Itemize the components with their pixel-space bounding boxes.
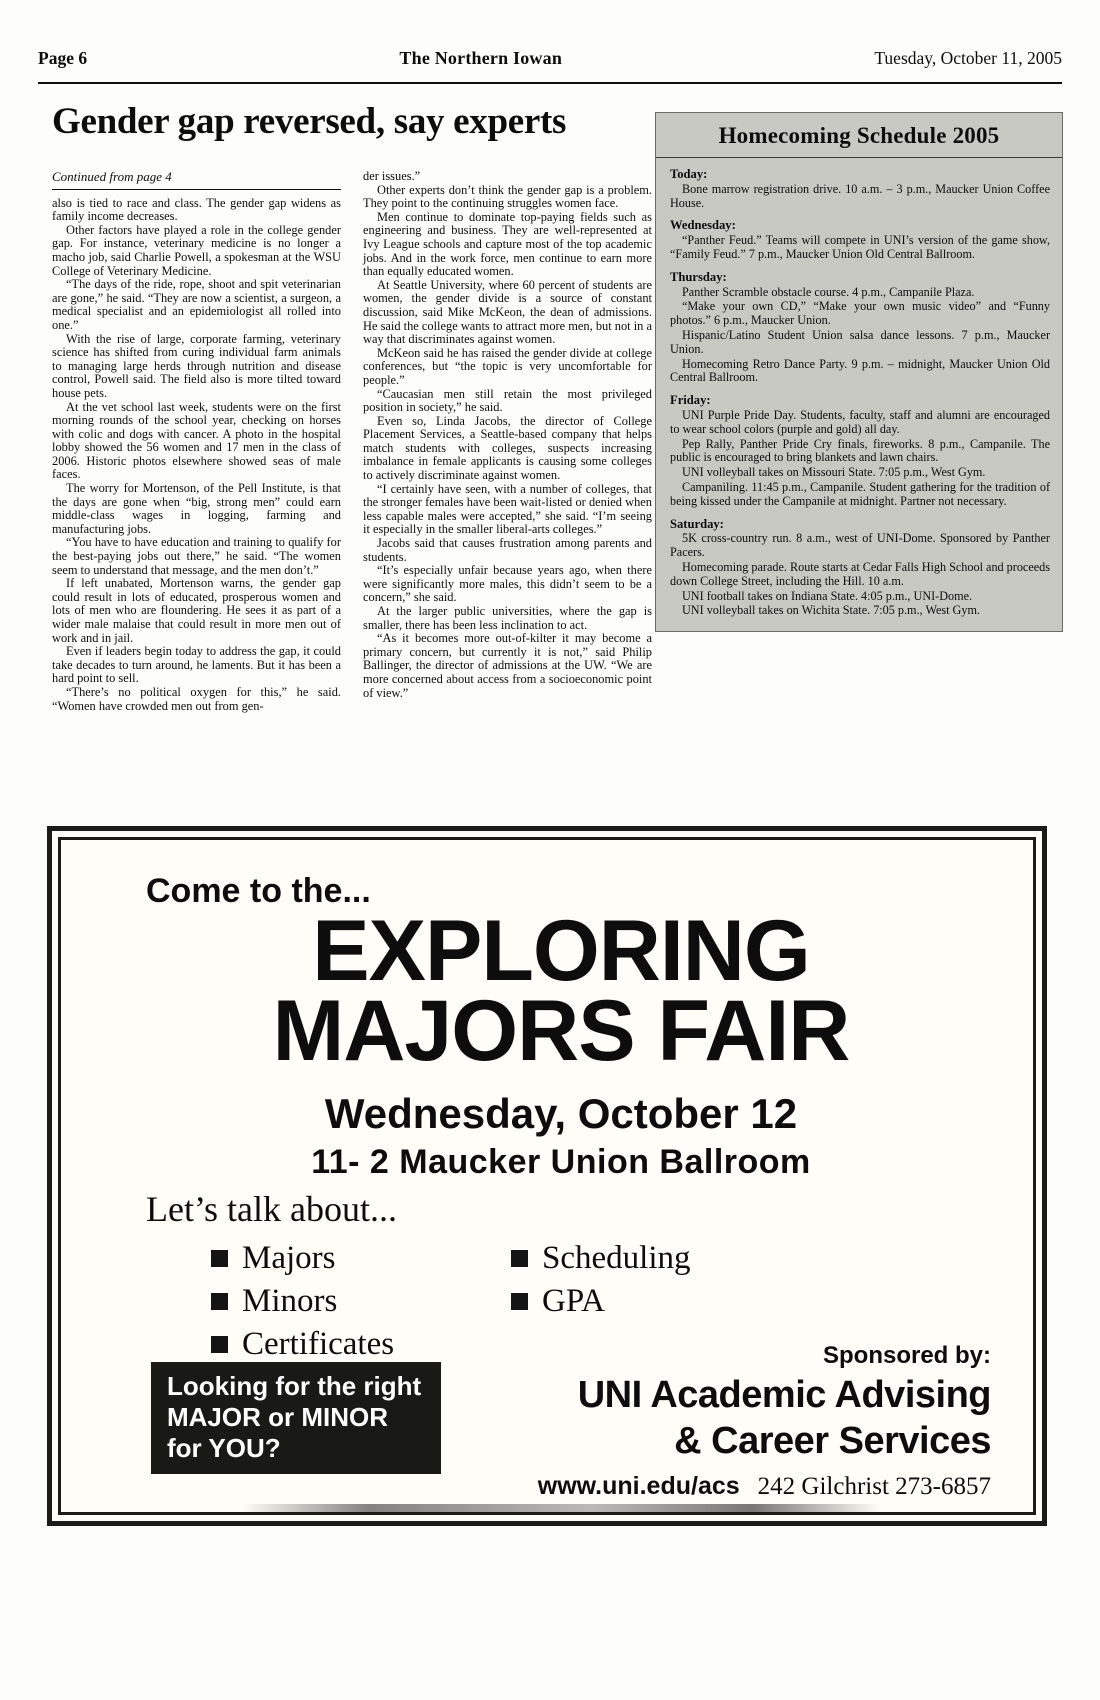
schedule-entry: Homecoming parade. Route starts at Cedar Falls High School and proceeds down College Street, including the Hill. 10 a.m. <box>670 559 1050 588</box>
list-item <box>511 1240 811 1277</box>
paragraph: “As it becomes more out-of-kilter it may become a primary concern, but currently it is not,” said Philip Ballinger, the director of admissions at the UW. “We are more concerned about access from a socioeconomic point of view.” <box>363 631 652 700</box>
schedule-entry: UNI volleyball takes on Wichita State. 7:05 p.m., West Gym. <box>682 603 980 618</box>
bullet-square-icon <box>511 1293 528 1310</box>
schedule-entry: “Make your own CD,” “Make your own music video” and “Funny photos.” 6 p.m., Maucker Union. <box>670 299 1050 328</box>
ad-address: 242 Gilchrist 273-6857 <box>757 1473 991 1500</box>
paragraph: At the vet school last week, students were on the first morning rounds of the school year, checking on horses with colic and dogs with cancer. A photo in the hospital lobby showed the 56 women and 17 men in the class of 2006. Historic photos elsewhere showed seas of male faces. <box>52 399 341 482</box>
paragraph: If left unabated, Mortenson warns, the gender gap could result in lots of educated, prosperous women and lots of men who are floundering. He sees it as part of a wider male malaise that could result in more men out of work and in jail. <box>52 576 341 645</box>
ad-bullet-list <box>211 1240 851 1363</box>
schedule-entry: Hispanic/Latino Student Union salsa dance lessons. 7 p.m., Maucker Union. <box>670 327 1050 356</box>
paragraph: Jacobs said that causes frustration among parents and students. <box>363 536 652 564</box>
schedule-entry: Bone marrow registration drive. 10 a.m. – 3 p.m., Maucker Union Coffee House. <box>670 181 1050 210</box>
ad-event-date: Wednesday, October 12 <box>324 1090 798 1137</box>
column-divider <box>52 189 341 190</box>
paragraph: “I certainly have seen, with a number of colleges, that the stronger females have been wait-listed or denied when less capable males were accepted,” she said. “I’m seeing it especially in the smaller liberal-arts colleges.” <box>363 481 652 537</box>
schedule-entry: Pep Rally, Panther Pride Cry finals, fireworks. 8 p.m., Campanile. The public is encouraged to bring blankets and lawn chairs. <box>670 436 1050 465</box>
schedule-entry: Panther Scramble obstacle course. 4 p.m., Campanile Plaza. <box>682 284 975 299</box>
ad-callout-line-3: for YOU? <box>167 1433 281 1463</box>
bullet-square-icon <box>511 1250 528 1267</box>
list-item <box>511 1283 811 1320</box>
paragraph: “Caucasian men still retain the most privileged position in society,” he said. <box>363 386 652 415</box>
schedule-day-heading: Thursday: <box>670 269 727 284</box>
ad-website-link[interactable]: www.uni.edu/acs <box>537 1472 740 1500</box>
ad-subheading: Let’s talk about... <box>146 1189 397 1229</box>
paragraph: “It’s especially unfair because years ago, when there were significantly more males, this didn’t seem to be a concern,” she said. <box>363 563 652 605</box>
schedule-day-heading: Wednesday: <box>670 218 736 233</box>
schedule-entry: Campaniling. 11:45 p.m., Campanile. Student gathering for the tradition of being kissed under the Campanile at midnight. Partner not necessary. <box>670 479 1050 508</box>
ad-event-location: 11- 2 Maucker Union Ballroom <box>311 1143 811 1181</box>
paragraph: Even if leaders begin today to address the gap, it could take decades to turn around, he laments. But it has been a hard point to sell. <box>52 644 341 686</box>
paragraph: At Seattle University, where 60 percent of students are women, the gender divide is a source of constant discussion, said Mike McKeon, the dean of admissions. He said the college wants to attract more men, but not in a way that discriminates against women. <box>363 277 652 347</box>
ad-sponsor-name: Academic Advising <box>650 1374 991 1416</box>
ad-kicker: Come to the... <box>146 872 371 910</box>
paragraph: Other factors have played a role in the college gender gap. For instance, veterinary medicine is no longer a macho job, said Charlie Powell, a spokesman at the WSU College of Veterinary Medicine. <box>52 222 341 278</box>
list-item-label: Scheduling <box>542 1240 691 1276</box>
paragraph: “The days of the ride, rope, shoot and spit veterinarian are gone,” he said. “They are now a scientist, a surgeon, a medical specialist and an epidemiologist all rolled into one.” <box>52 277 341 332</box>
ad-sponsor-line-2: & Career Services <box>674 1420 991 1462</box>
list-item <box>211 1240 511 1277</box>
paragraph: der issues.” <box>363 169 421 183</box>
bullet-square-icon <box>211 1336 228 1353</box>
ad-frame-inner <box>58 837 1036 1515</box>
bullet-square-icon <box>211 1293 228 1310</box>
schedule-day-heading: Today: <box>670 167 708 181</box>
publication-title: The Northern Iowan <box>399 48 563 68</box>
ad-callout-box <box>151 1362 441 1474</box>
ad-frame-outer <box>52 831 1042 1521</box>
uni-logo-text: UNI <box>577 1374 642 1416</box>
page-number: Page 6 <box>38 48 88 68</box>
list-item-label: Certificates <box>242 1326 395 1362</box>
paragraph: Even so, Linda Jacobs, the director of College Placement Services, a Seattle-based company that helps match students with colleges, suspects increasing imbalance in female applicants is causing some colleges to actively discriminate against women. <box>363 413 652 483</box>
paragraph: Men continue to dominate top-paying fields such as engineering and business. They are well-represented at Ivy League schools and capture most of the top academic jobs. And in the work force, men continue to earn more than equally educated women. <box>363 209 652 279</box>
ad-title-line-1: EXPLORING <box>312 903 810 999</box>
homecoming-schedule-box <box>655 112 1063 632</box>
paragraph: The worry for Mortenson, of the Pell Institute, is that the days are gone when “big, strong men” could earn middle-class wages in logging, farming and manufacturing jobs. <box>52 481 341 536</box>
paragraph: “You have to have education and training to qualify for the best-paying jobs out there,” he said. “The women seem to understand that message, and the men don’t.” <box>52 535 341 577</box>
ad-contact-row <box>538 1472 991 1501</box>
schedule-entry: Homecoming Retro Dance Party. 9 p.m. – midnight, Maucker Union Old Central Ballroom. <box>670 356 1050 385</box>
paragraph: “There’s no political oxygen for this,” he said. “Women have crowded men out from gen- <box>52 684 341 713</box>
ad-callout-line-1: Looking for the right <box>167 1371 422 1401</box>
schedule-title: Homecoming Schedule 2005 <box>718 123 1000 148</box>
ad-sponsor-line-1 <box>578 1374 991 1417</box>
issue-date: Tuesday, October 11, 2005 <box>874 48 1062 68</box>
schedule-entry: UNI volleyball takes on Missouri State. 7:05 p.m., West Gym. <box>682 465 986 480</box>
schedule-body <box>656 164 1062 631</box>
page-title: Gender gap reversed, say experts <box>52 101 567 142</box>
paragraph: also is tied to race and class. The gender gap widens as family income decreases. <box>52 195 341 224</box>
list-item <box>211 1283 511 1320</box>
article-body <box>52 170 652 713</box>
paragraph: McKeon said he has raised the gender divide at college conferences, but “the topic is very uncomfortable for people.” <box>363 345 652 387</box>
ad-title-line-2: MAJORS FAIR <box>272 983 850 1079</box>
article-column-1 <box>52 170 341 713</box>
schedule-entry: 5K cross-country run. 8 a.m., west of UNI-Dome. Sponsored by Panther Pacers. <box>670 531 1050 560</box>
advertisement <box>47 826 1047 1526</box>
masthead <box>38 48 1062 69</box>
schedule-entry: “Panther Feud.” Teams will compete in UNI’s version of the game show, “Family Feud.” 7 p.m., Maucker Union Old Central Ballroom. <box>670 233 1050 261</box>
list-item <box>211 1326 511 1363</box>
paragraph: Other experts don’t think the gender gap is a problem. They point to the continuing struggles women face. <box>363 182 652 211</box>
schedule-divider <box>656 157 1062 158</box>
ad-sponsored-label: Sponsored by: <box>822 1342 991 1369</box>
paragraph: With the rise of large, corporate farming, veterinary science has shifted from curing individual farm animals to managing large herds through nutrition and disease control, Powell said. The field also is more tilted toward house pets. <box>52 331 341 400</box>
schedule-day-heading: Saturday: <box>670 516 724 531</box>
list-item-label: GPA <box>542 1283 605 1319</box>
continued-from-label: Continued from page 4 <box>52 169 172 184</box>
print-smudge <box>241 1504 881 1512</box>
list-item-label: Minors <box>242 1283 338 1319</box>
article-column-2 <box>363 170 652 713</box>
schedule-day-heading: Friday: <box>670 393 711 408</box>
list-item-label: Majors <box>242 1240 336 1276</box>
bullet-square-icon <box>211 1250 228 1267</box>
masthead-divider <box>38 82 1062 84</box>
schedule-entry: UNI Purple Pride Day. Students, faculty, staff and alumni are encouraged to wear school colors (purple and gold) all day. <box>670 407 1050 436</box>
ad-callout-line-2: MAJOR or MINOR <box>167 1402 388 1432</box>
schedule-entry: UNI football takes on Indiana State. 4:05 p.m., UNI-Dome. <box>682 588 973 603</box>
paragraph: At the larger public universities, where the gap is smaller, there has been less inclination to act. <box>363 604 652 632</box>
